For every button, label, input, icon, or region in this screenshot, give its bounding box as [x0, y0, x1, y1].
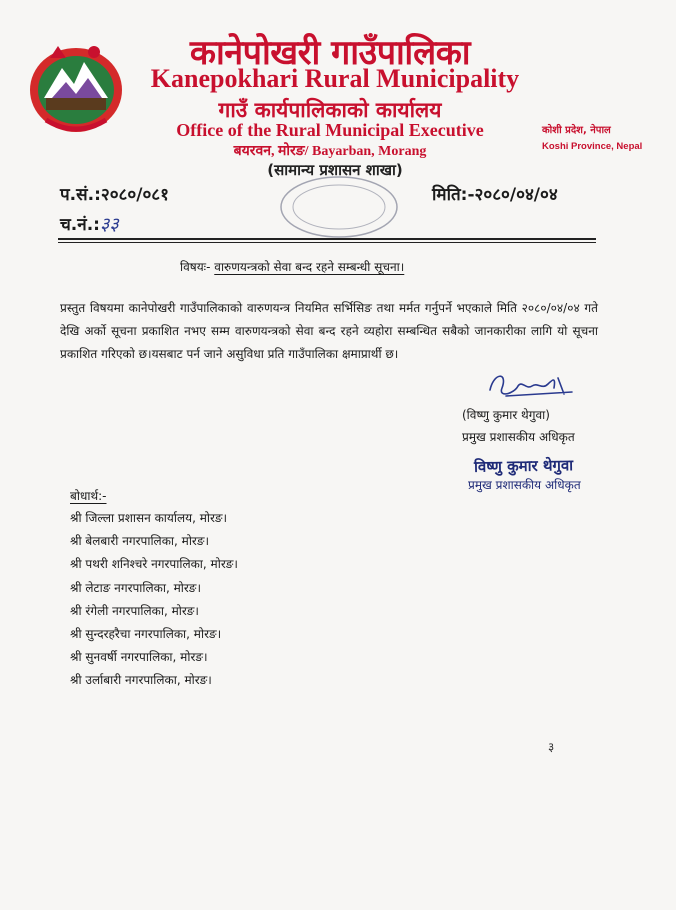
list-item: श्री सुनवर्षी नगरपालिका, मोरङ। [70, 650, 208, 665]
title-stamp: प्रमुख प्रशासकीय अधिकृत [468, 478, 581, 492]
office-stamp-icon [254, 172, 424, 242]
divider [58, 238, 596, 240]
chalani-number [60, 212, 119, 236]
subject-line [180, 258, 404, 275]
notice-body: प्रस्तुत विषयमा कानेपोखरी गाउँपालिकाको वारुणयन्त्र नियमित सर्भिसिङ तथा मर्मत गर्नुपर्ने भएकाले मिति २०८०/०४/०४ गते देखि अर्को सूचना प्रकाशित नभए सम्म वारुणयन्त्रको सेवा बन्द रहने व्यहोरा सम्बन्धित सबैको जानकारीका लागि यो सूचना प्रकाशित गरिएको छ।यसबाट पर्न जाने असुविधा प्रति गाउँपालिका क्षमाप्रार्थी छ। [60, 301, 598, 361]
page-mark: ३ [548, 740, 555, 754]
list-item: श्री सुन्दरहरैचा नगरपालिका, मोरङ। [70, 626, 222, 641]
cc-list [70, 509, 238, 695]
municipality-emblem-icon [22, 38, 130, 138]
list-item: श्री बेलबारी नगरपालिका, मोरङ। [70, 534, 210, 549]
date-label: मिति:- [432, 185, 475, 205]
list-item: श्री जिल्ला प्रशासन कार्यालय, मोरङ। [70, 511, 228, 525]
date-value: २०८०/०४/०४ [474, 185, 558, 205]
municipality-name-english: Kanepokhari Rural Municipality [150, 64, 520, 93]
section-name: (सामान्य प्रशासन शाखा) [267, 161, 403, 179]
chalani-label: च.नं.: [60, 215, 100, 235]
address-line [170, 141, 490, 160]
list-item: श्री लेटाङ नगरपालिका, मोरङ। [70, 580, 201, 595]
province-nepali: कोशी प्रदेश, नेपाल [542, 125, 611, 136]
subject-label: विषयः- [180, 260, 211, 274]
address-english: / Bayarban, Morang [304, 144, 427, 159]
list-item: श्री उर्लाबारी नगरपालिका, मोरङ। [70, 673, 212, 688]
office-name-english: Office of the Rural Municipal Executive [176, 120, 484, 140]
office-name-nepali: गाउँ कार्यपालिकाको कार्यालय [218, 98, 442, 122]
signatory-name: (विष्णु कुमार थेगुवा) [462, 408, 550, 422]
signatory-title: प्रमुख प्रशासकीय अधिकृत [462, 430, 575, 444]
cc-heading: बोधार्थ:- [70, 489, 107, 503]
divider [58, 242, 596, 243]
address-nepali: बयरवन, मोरङ [233, 144, 305, 159]
signature-icon [484, 368, 574, 402]
municipality-name-nepali: कानेपोखरी गाउँपालिका [189, 33, 471, 73]
list-item: श्री रंगेली नगरपालिका, मोरङ। [70, 603, 199, 618]
patra-sankhya [60, 182, 169, 205]
province-english: Koshi Province, Nepal [542, 141, 643, 152]
chalani-value: ३३ [99, 214, 119, 235]
date [432, 182, 558, 205]
patra-label: प.सं.: [60, 185, 101, 205]
name-stamp: विष्णु कुमार थेगुवा [473, 456, 574, 476]
list-item: श्री पथरी शनिश्चरे नगरपालिका, मोरङ। [70, 557, 238, 572]
patra-value: २०८०/०८१ [100, 185, 169, 205]
subject-text: वारुणयन्त्रको सेवा बन्द रहने सम्बन्धी सूचना। [214, 260, 405, 274]
